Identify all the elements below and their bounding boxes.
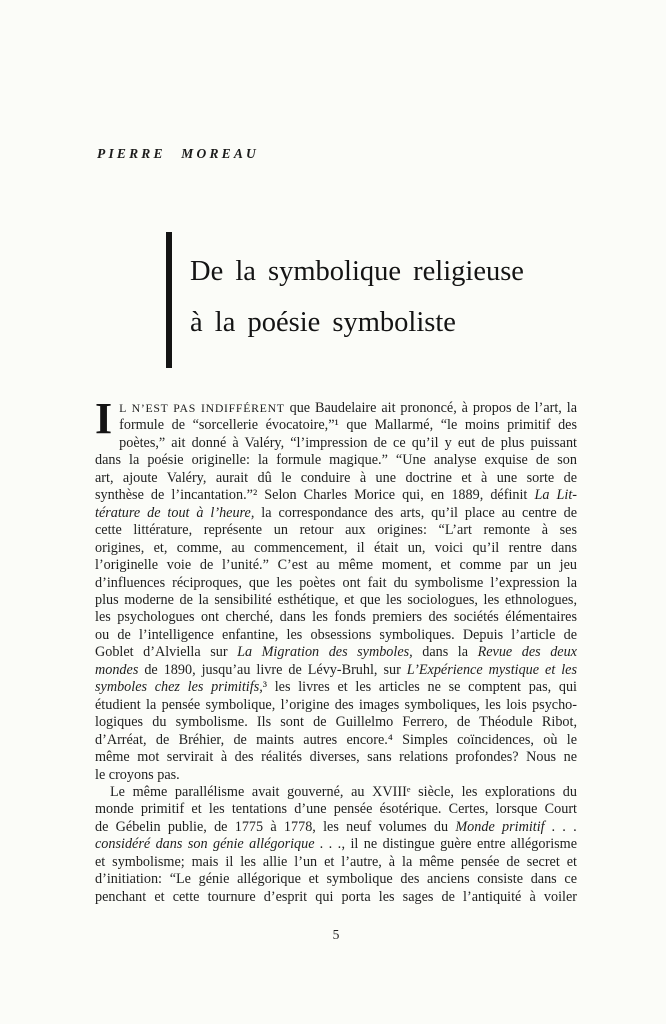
italic-text: L’Expérience mystique et les: [406, 661, 577, 678]
text-segment: même mot servirait à des réalités diverses, sans relations profondes? Nous ne: [95, 749, 577, 766]
body-line: [95, 889, 577, 906]
body-line: [95, 662, 577, 679]
title-block: [166, 232, 524, 368]
italic-text: Monde primitif . . .: [455, 818, 577, 835]
body-line: [95, 697, 577, 714]
body-line: [95, 505, 577, 522]
body-text: [95, 394, 577, 906]
body-line: [95, 470, 577, 487]
text-segment: penchant et cette tournure d’esprit qui porta les sages de l’antiquité à voiler: [95, 888, 577, 905]
text-segment: synthèse de l’incantation.”² Selon Charles Morice qui, en 1889, définit: [95, 487, 535, 504]
italic-text: mondes: [95, 661, 139, 678]
body-line: [95, 609, 577, 626]
italic-text: La Migration des symboles,: [237, 644, 413, 661]
body-line: [95, 557, 577, 574]
body-line: [95, 487, 577, 504]
body-line: [95, 784, 577, 801]
text-segment: de 1890, jusqu’au livre de Lévy-Bruhl, sur: [138, 661, 407, 678]
text-segment: dans la: [412, 644, 478, 661]
page-number: 5: [332, 927, 340, 942]
page-title-line-1: De la symbolique religieuse: [190, 256, 524, 287]
body-line: [95, 435, 577, 452]
text-segment: la correspondance des arts, qu’il place au centre de: [254, 504, 577, 521]
italic-text: Revue des deux: [477, 644, 577, 661]
paragraph: [95, 394, 577, 784]
body-line: [95, 836, 577, 853]
text-segment: l’originelle voie de l’unité.” C’est au même moment, et comme par un jeu: [95, 557, 577, 574]
text-segment: d’initiation: “Le génie allégorique et symbolique des anciens consiste dans ce: [95, 871, 577, 888]
italic-text: considéré dans son génie allégorique . . .: [95, 836, 342, 853]
dropcap-initial: I: [95, 394, 113, 443]
small-caps-text: L N’EST PAS INDIFFÉRENT: [119, 401, 285, 415]
body-line: [95, 644, 577, 661]
body-line: [95, 714, 577, 731]
body-line: [95, 627, 577, 644]
text-segment: Le même parallélisme avait gouverné, au XVIIIᵉ siècle, les explorations du: [110, 783, 577, 800]
paragraph: [95, 784, 577, 906]
body-line: [95, 540, 577, 557]
text-segment: dans la poésie originelle: la formule magique.” “Une analyse exquise de son: [95, 452, 577, 469]
page-title-line-2: à la poésie symboliste: [190, 307, 456, 338]
text-segment: et symbolisme; mais il les allie l’un et l’autre, à la même pensée de secret et: [95, 853, 577, 870]
text-segment: de Gébelin publie, de 1775 à 1778, les neuf volumes du: [95, 818, 456, 835]
italic-text: La Lit-: [534, 487, 577, 504]
body-line: [95, 749, 577, 766]
text-segment: monde primitif et les tentations d’une pensée ésotérique. Certes, lorsque Court: [95, 801, 577, 818]
text-segment: étudient la pensée symbolique, l’origine des images symboliques, les lois psycho-: [95, 696, 577, 713]
text-segment: le croyons pas.: [95, 766, 180, 783]
text-segment: ou de l’intelligence enfantine, les obsessions symboliques. Depuis l’article de: [95, 626, 577, 643]
text-segment: que Baudelaire ait prononcé, à propos de l’art, la: [284, 400, 577, 416]
text-segment: d’influences réciproques, que les poètes ont fait du symbolisme l’expression la: [95, 574, 577, 591]
body-line: [95, 400, 577, 417]
text-segment: d’Arréat, de Bréhier, de maints autres encore.⁴ Simples coïncidences, où le: [95, 731, 577, 748]
body-line: [95, 679, 577, 696]
text-segment: les psychologues ont cherché, dans les fonds premiers des sociétés élémentaires: [95, 609, 577, 626]
body-line: [95, 452, 577, 469]
body-line: [95, 801, 577, 818]
body-line: [95, 854, 577, 871]
text-segment: plus moderne de la sensibilité esthétique, et que les sociologues, les ethnologues,: [95, 591, 577, 608]
body-line: [95, 417, 577, 434]
author-name: PIERRE MOREAU: [97, 146, 260, 161]
body-line: [95, 871, 577, 888]
text-segment: poètes,” ait donné à Valéry, “l’impression de ce qu’il y eut de plus puissant: [119, 434, 577, 451]
italic-text: térature de tout à l’heure,: [95, 504, 255, 521]
text-segment: Goblet d’Alviella sur: [95, 644, 238, 661]
text-segment: origines, et, comme, au commencement, il était un, voici qu’il rentre dans: [95, 539, 577, 556]
text-segment: , il ne distingue guère entre allégorisme: [341, 836, 577, 853]
text-segment: art, ajoute Valéry, aurait dû le conduire à une doctrine et à une sorte de: [95, 469, 577, 486]
body-line: [95, 819, 577, 836]
body-line: [95, 592, 577, 609]
text-segment: ³ les livres et les articles ne se comptent pas, qui: [262, 679, 577, 696]
text-segment: formule de “sorcellerie évocatoire,”¹ que Mallarmé, “le moins primitif des: [119, 417, 577, 434]
text-segment: cette littérature, représente un retour aux origines: “L’art remonte à ses: [95, 522, 577, 539]
body-line: [95, 767, 577, 784]
body-line: [95, 522, 577, 539]
italic-text: symboles chez les primitifs,: [95, 679, 263, 696]
body-line: [95, 732, 577, 749]
body-line: [95, 575, 577, 592]
text-segment: logiques du symbolisme. Ils sont de Guillelmo Ferrero, de Théodule Ribot,: [95, 714, 577, 731]
